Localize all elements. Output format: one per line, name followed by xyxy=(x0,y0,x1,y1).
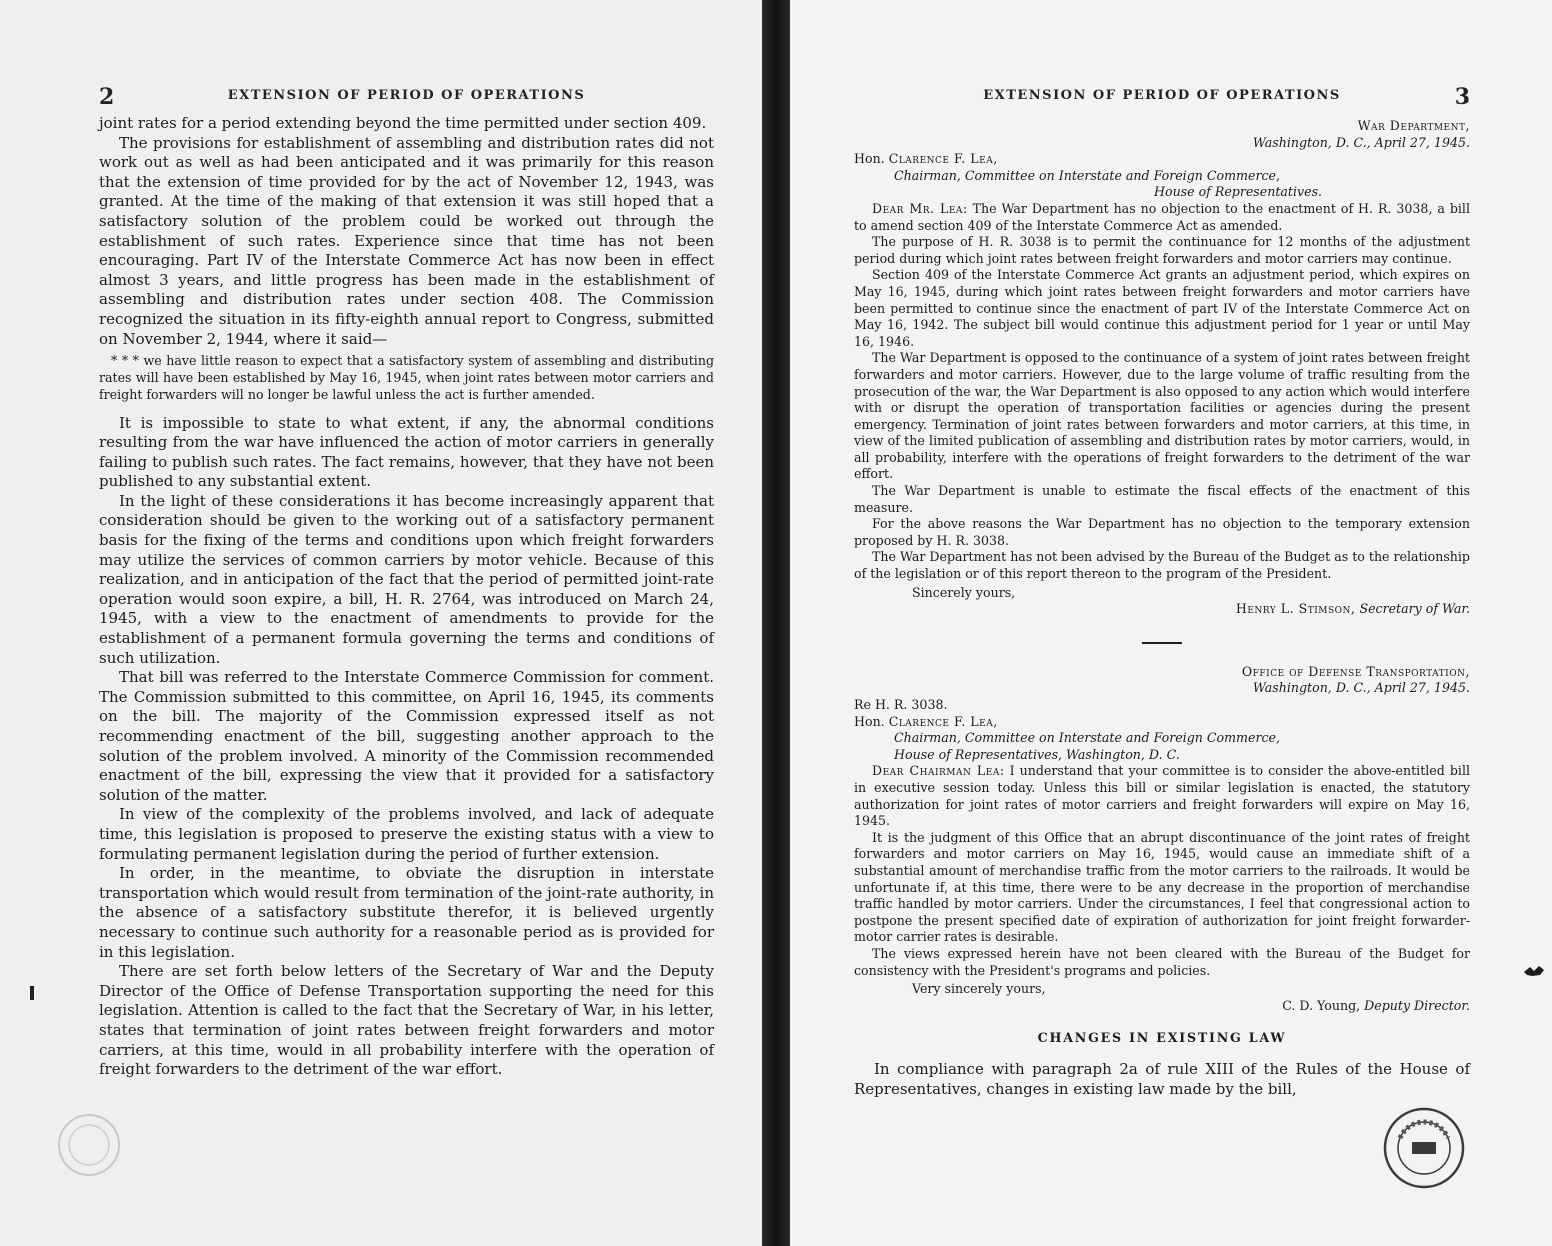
right-running-head xyxy=(854,84,1470,114)
paragraph: The provisions for establishment of assembling and distribution rates did not work out as well as had been anticipated and it was primarily for this reason that the extension of time provided for by the act of November 12, 1943, was granted. At the time of the making of that extension it was still hoped that a satisfactory solution of the problem could be worked out through the establishment of such rates. Experience since that time has not been encouraging. Part IV of the Interstate Commerce Act has now been in effect almost 3 years, and little progress has been made in the establishment of assembling and distribution rates under section 408. The Commission recognized the situation in its fifty-eighth annual report to Congress, submitted on November 2, 1944, where it said— xyxy=(99,133,714,348)
paragraph: joint rates for a period extending beyond the time permitted under section 409. xyxy=(99,114,707,132)
right-running-head-title: EXTENSION OF PERIOD OF OPERATIONS xyxy=(983,88,1341,103)
ink-blot xyxy=(1522,964,1546,978)
letter-divider xyxy=(1142,642,1182,644)
paragraph: In order, in the meantime, to obviate the disruption in interstate transportation which would result from termination of the joint-rate authority, in the absence of a satisfactory substitute therefor, it is believed urgently necessary to continue such authority for a reasonable period as is provided for in this legislation. xyxy=(99,864,714,961)
faint-seal-graphic xyxy=(54,1110,124,1180)
addressee-prefix: Hon. xyxy=(854,713,889,729)
signer-name: Henry L. Stimson, xyxy=(1235,601,1356,617)
letter-place-date: Washington, D. C., April 27, 1945. xyxy=(1252,680,1470,696)
closing-paragraph: In compliance with paragraph 2a of rule XIII of the Rules of the House of Representatives, changes in existing law made by the bill, xyxy=(854,1060,1470,1099)
truman-library-stamp xyxy=(1382,1106,1466,1190)
left-body-text xyxy=(99,114,714,1080)
paragraph: It is impossible to state to what extent, if any, the abnormal conditions resulting from the war have influenced the action of motor carriers in generally failing to publish such rates. The fact remains, however, that they have not been published to any substantial extent. xyxy=(99,413,714,491)
letter-paragraph: Section 409 of the Interstate Commerce Act grants an adjustment period, which expires on May 16, 1945, during which joint rates between freight forwarders and motor carriers have been permitted to continue since the enactment of part IV of the Interstate Commerce Act on May 16, 1942. The subject bill would continue this adjustment period for 1 year or until May 16, 1946. xyxy=(854,267,1470,349)
addressee-house: House of Representatives, Washington, D. C. xyxy=(894,746,1180,762)
salutation: Dear Chairman Lea: xyxy=(872,763,1005,779)
addressee-name: Clarence F. Lea, xyxy=(888,713,998,729)
right-page xyxy=(790,0,1552,1246)
letter-place-date: Washington, D. C., April 27, 1945. xyxy=(1252,134,1470,150)
signer-title: Deputy Director. xyxy=(1364,997,1470,1013)
addressee-name: Clarence F. Lea, xyxy=(888,151,998,167)
addressee-house: House of Representatives. xyxy=(1154,184,1323,200)
letter-paragraph-text: I understand that your committee is to consider the above-entitled bill in executive session today. Unless this bill or similar legislation is enacted, the statutory authorization for joint rates of motor carriers and freight forwarders will expire on May 16, 1945. xyxy=(854,763,1470,829)
addressee-prefix: Hon. xyxy=(854,151,889,167)
closing-paragraph-block xyxy=(854,1059,1470,1099)
letter-reference: Re H. R. 3038. xyxy=(854,697,948,712)
war-department-letter xyxy=(854,118,1470,618)
letter-closing: Very sincerely yours, xyxy=(912,981,1046,997)
right-page-number: 3 xyxy=(1454,84,1470,110)
left-page-number: 2 xyxy=(99,84,115,110)
paragraph: In the light of these considerations it has become increasingly apparent that consideration should be given to the working out of a satisfactory permanent basis for the fixing of the terms and conditions upon which freight forwarders may utilize the services of common carriers by motor vehicle. Because of this realization, and in anticipation of the fact that the period of permitted joint-rate operation would soon expire, a bill, H. R. 2764, was introduced on March 24, 1945, with a view to the enactment of amendments to provide for the establishment of a permanent formula governing the terms and conditions of such utilization. xyxy=(99,491,714,667)
letter-paragraph: The views expressed herein have not been cleared with the Bureau of the Budget for consistency with the President's programs and policies. xyxy=(854,945,1470,978)
letter-paragraph: The War Department is unable to estimate the fiscal effects of the enactment of this measure. xyxy=(854,483,1470,515)
addressee-title: Chairman, Committee on Interstate and Foreign Commerce, xyxy=(894,167,1280,183)
letter-addressee xyxy=(854,714,1470,731)
letter-paragraph: It is the judgment of this Office that an abrupt discontinuance of the joint rates of freight forwarders and motor carriers on May 16, 1945, would cause an immediate shift of a substantial amount of merchandise traffic from the motor carriers to the railroads. It would be unfortunate if, at this time, there were to be any decrease in the proportion of merchandise traffic handled by motor carriers. Under the circumstances, I feel that congressional action to postpone the present specified date of expiration of authorization for joint freight forwarder-motor carrier rates is desirable. xyxy=(854,829,1470,945)
letter-department: War Department, xyxy=(1357,118,1470,133)
signer-name: C. D. Young, xyxy=(1282,997,1361,1013)
book-gutter xyxy=(762,0,790,1246)
letter-addressee xyxy=(854,151,1470,168)
addressee-title: Chairman, Committee on Interstate and Foreign Commerce, xyxy=(894,730,1280,746)
section-heading: CHANGES IN EXISTING LAW xyxy=(1037,1030,1287,1046)
left-page xyxy=(0,0,762,1246)
paragraph: That bill was referred to the Interstate Commerce Commission for comment. The Commission submitted to this committee, on April 16, 1945, its comments on the bill. The majority of the Commission expressed itself as not recommending enactment of the bill, suggesting another approach to the solution of the problem involved. A minority of the Commission recommended enactment of the bill, expressing the view that it provided for a satisfactory solution of the matter. xyxy=(99,668,714,804)
salutation: Dear Mr. Lea: xyxy=(872,200,968,216)
letter-signature xyxy=(854,601,1470,618)
letter-paragraph: The purpose of H. R. 3038 is to permit the continuance for 12 months of the adjustment period during which joint rates between freight forwarders and motor carriers may continue. xyxy=(854,234,1470,266)
letter-signature xyxy=(854,998,1470,1015)
letter-first-paragraph xyxy=(854,763,1470,829)
left-running-head xyxy=(99,84,714,114)
letter-closing: Sincerely yours, xyxy=(912,584,1016,600)
letter-office: Office of Defense Transportation, xyxy=(1241,663,1470,679)
edge-mark xyxy=(30,986,34,1000)
signer-title: Secretary of War. xyxy=(1359,601,1470,617)
letter-paragraph: For the above reasons the War Department has no objection to the temporary extension proposed by H. R. 3038. xyxy=(854,516,1470,548)
letter-paragraph-text: The War Department has no objection to the enactment of H. R. 3038, a bill to amend section 409 of the Interstate Commerce Act as amended. xyxy=(854,200,1470,233)
letter-first-paragraph xyxy=(854,201,1470,234)
paragraph: In view of the complexity of the problems involved, and lack of adequate time, this legislation is proposed to preserve the existing status with a view to formulating permanent legislation during the period of further extension. xyxy=(99,805,714,863)
block-quote: * * * we have little reason to expect that a satisfactory system of assembling and distributing rates will have been established by May 16, 1945, when joint rates between motor carriers and freight forwarders will no longer be lawful unless the act is further amended. xyxy=(99,353,714,402)
odt-letter xyxy=(854,664,1470,1014)
paragraph: There are set forth below letters of the Secretary of War and the Deputy Director of the Office of Defense Transportation supporting the need for this legislation. Attention is called to the fact that the Secretary of War, in his letter, states that termination of joint rates between freight forwarders and motor carriers, at this time, would in all probability interfere with the operation of freight forwarders to the detriment of the war effort. xyxy=(99,962,714,1079)
letter-paragraph: The War Department has not been advised by the Bureau of the Budget as to the relationship of the legislation or of this report thereon to the program of the President. xyxy=(854,549,1470,582)
left-running-head-title: EXTENSION OF PERIOD OF OPERATIONS xyxy=(227,88,586,103)
letter-paragraph: The War Department is opposed to the continuance of a system of joint rates between freight forwarders and motor carriers. However, due to the large volume of traffic resulting from the prosecution of the war, the War Department is also opposed to any action which would interfere with or disrupt the operation of transportation facilities or agencies during the present emergency. Termination of joint rates between forwarders and motor carriers, at this time, in view of the limited publication of assembling and distribution rates by motor carriers, would, in all probability, interfere with the operations of freight forwarders to the detriment of the war effort. xyxy=(854,350,1470,482)
